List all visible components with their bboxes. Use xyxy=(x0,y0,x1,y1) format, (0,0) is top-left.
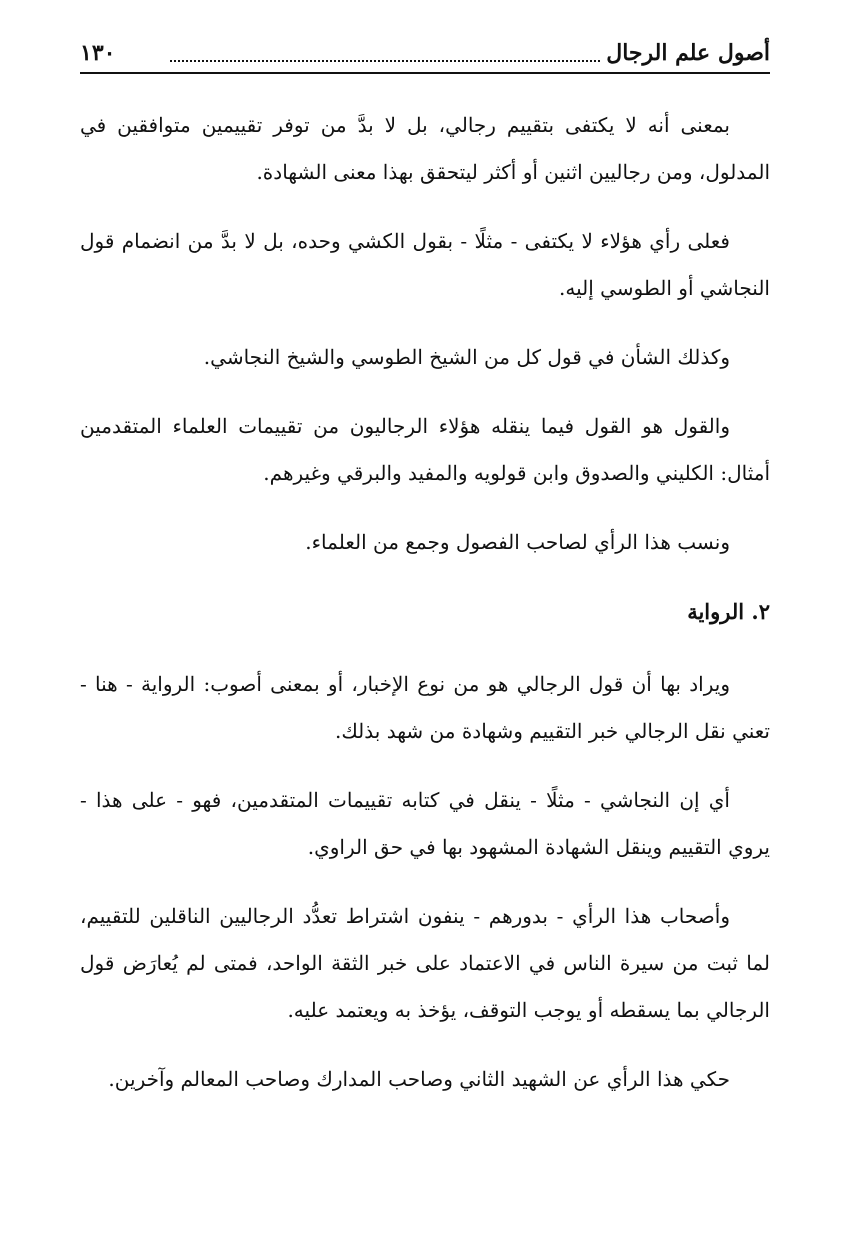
paragraph: بمعنى أنه لا يكتفى بتقييم رجالي، بل لا بدَّ من توفر تقييمين متوافقين في المدلول، ومن رجاليين اثنين أو أكثر ليتحقق بهذا معنى الشهادة. xyxy=(80,113,770,184)
paragraph: حكي هذا الرأي عن الشهيد الثاني وصاحب المدارك وصاحب المعالم وآخرين. xyxy=(108,1067,730,1091)
section-heading: ٢. الرواية xyxy=(687,599,770,624)
page-body xyxy=(80,102,770,1125)
paragraph: وأصحاب هذا الرأي - بدورهم - ينفون اشتراط تعدُّد الرجاليين الناقلين للتقييم، لما ثبت من سيرة الناس في الاعتماد على خبر الثقة الواحد، فمتى لم يُعارَض قول الرجالي بما يسقطه أو يوجب التوقف، يؤخذ به ويعتمد عليه. xyxy=(80,904,770,1022)
book-title: أصول علم الرجال xyxy=(606,40,770,66)
paragraph: فعلى رأي هؤلاء لا يكتفى - مثلًا - بقول الكشي وحده، بل لا بدَّ من انضمام قول النجاشي أو الطوسي إليه. xyxy=(80,229,770,300)
running-header xyxy=(80,28,770,74)
paragraph: ويراد بها أن قول الرجالي هو من نوع الإخبار، أو بمعنى أصوب: الرواية - هنا - تعني نقل الرجالي خبر التقييم وشهادة من شهد بذلك. xyxy=(80,672,770,743)
paragraph: وكذلك الشأن في قول كل من الشيخ الطوسي والشيخ النجاشي. xyxy=(203,345,730,369)
header-dot-leader xyxy=(170,60,600,62)
paragraph: أي إن النجاشي - مثلًا - ينقل في كتابه تقييمات المتقدمين، فهو - على هذا - يروي التقييم وينقل الشهادة المشهود بها في حق الراوي. xyxy=(80,788,770,859)
page-number: ١٣٠ xyxy=(80,40,116,66)
paragraph: ونسب هذا الرأي لصاحب الفصول وجمع من العلماء. xyxy=(305,530,730,554)
paragraph: والقول هو القول فيما ينقله هؤلاء الرجاليون من تقييمات العلماء المتقدمين أمثال: الكليني والصدوق وابن قولويه والمفيد والبرقي وغيرهم. xyxy=(80,414,770,485)
